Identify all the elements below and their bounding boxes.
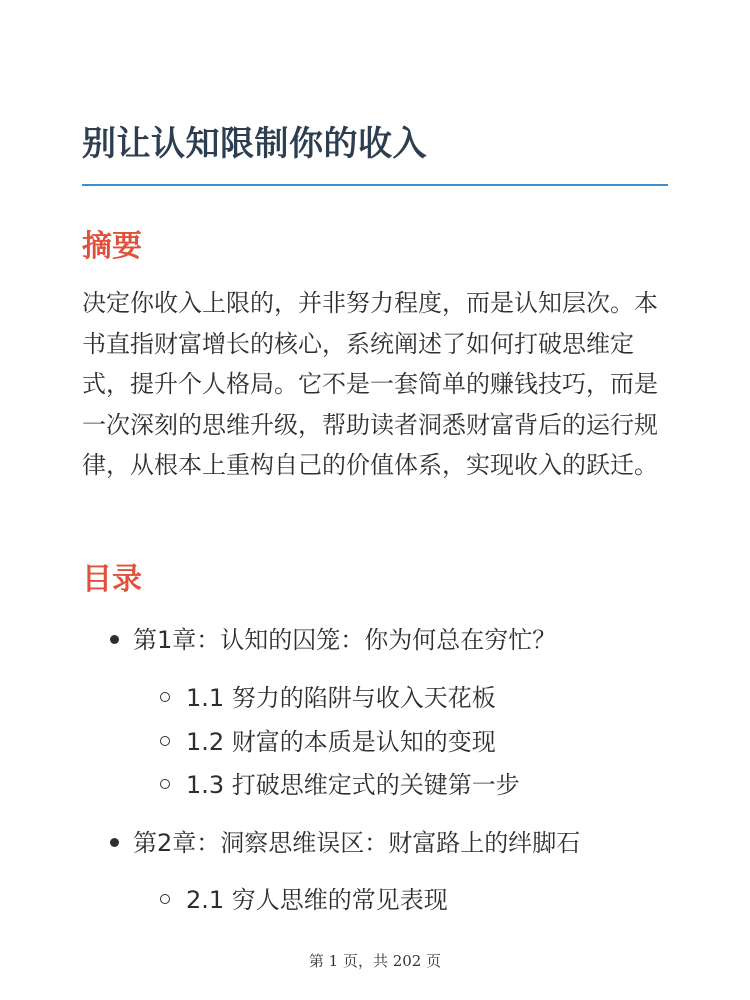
summary-paragraph: 决定你收入上限的，并非努力程度，而是认知层次。本书直指财富增长的核心，系统阐述了如何打破思维定式，提升个人格局。它不是一套简单的赚钱技巧，而是一次深刻的思维升级，帮助读者洞悉财富背后的运行规律，从根本上重构自己的价值体系，实现收入的跃迁。 <box>82 289 658 479</box>
summary-heading: 摘要 <box>82 229 142 264</box>
toc-chapter-2 <box>110 823 580 858</box>
toc-section-1-3 <box>160 765 520 800</box>
toc-section-2-1 <box>160 880 448 915</box>
title-divider <box>82 184 668 186</box>
toc-section-label: 1.2 财富的本质是认知的变现 <box>186 728 496 756</box>
toc-section-label: 1.1 努力的陷阱与收入天花板 <box>186 684 496 712</box>
document-title: 别让认知限制你的收入 <box>82 124 427 164</box>
bullet-disc-icon <box>110 838 119 847</box>
toc-chapter-label: 第2章：洞察思维误区：财富路上的绊脚石 <box>133 829 581 857</box>
bullet-circle-icon <box>160 736 170 746</box>
toc-heading: 目录 <box>82 562 142 597</box>
page-number-footer: 第 1 页，共 202 页 <box>308 952 442 970</box>
bullet-circle-icon <box>160 894 170 904</box>
bullet-circle-icon <box>160 692 170 702</box>
toc-section-1-1 <box>160 678 496 713</box>
toc-section-1-2 <box>160 722 496 757</box>
bullet-disc-icon <box>110 635 119 644</box>
toc-section-label: 2.1 穷人思维的常见表现 <box>186 886 448 914</box>
toc-chapter-1 <box>110 620 556 655</box>
toc-chapter-label: 第1章：认知的囚笼：你为何总在穷忙？ <box>133 626 557 654</box>
bullet-circle-icon <box>160 779 170 789</box>
toc-section-label: 1.3 打破思维定式的关键第一步 <box>186 771 520 799</box>
